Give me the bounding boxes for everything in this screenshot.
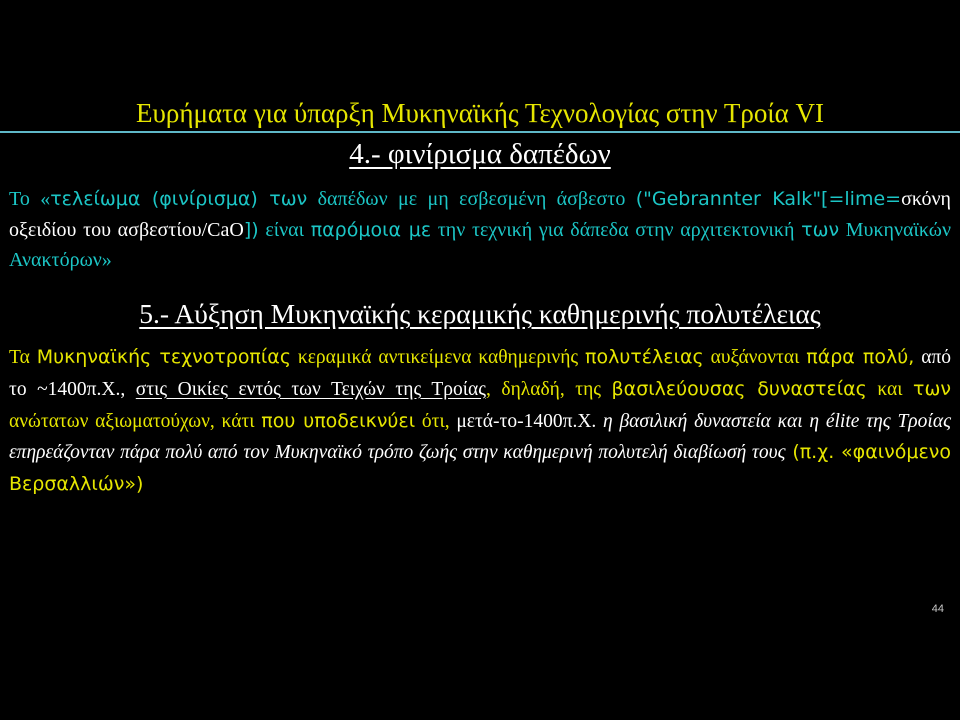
para1-seg: παρόμοια με xyxy=(310,218,432,241)
section-heading-5 xyxy=(0,296,960,332)
para2-seg: αυξάνονται xyxy=(703,347,807,368)
para2-seg: ανώτατων αξιωματούχων, κάτι xyxy=(9,410,262,432)
para1-seg: είναι xyxy=(258,218,311,241)
para1-seg: Το « xyxy=(9,188,51,210)
para1-seg: σκόνη οξειδίου του ασβεστίου/CaO xyxy=(9,188,951,241)
para2-seg: πάρα πολύ, xyxy=(806,346,915,368)
para2-seg: ότι, xyxy=(415,410,457,432)
para1-seg: Μυκηναϊκών Ανακτόρων» xyxy=(9,218,952,271)
para2-seg: των xyxy=(913,377,951,400)
section-heading-4 xyxy=(0,136,960,172)
para2-seg: πολυτέλειας xyxy=(585,346,704,368)
paragraph-floor-finishing xyxy=(9,184,951,276)
para2-seg: κεραμικά αντικείμενα καθημερινής xyxy=(290,347,586,368)
paragraph-mycenaean-ceramics xyxy=(9,342,951,501)
page-number: 44 xyxy=(931,603,944,615)
para2-seg: , δηλαδή, της xyxy=(485,378,612,400)
section-heading-4-text: 4.- φινίρισμα δαπέδων xyxy=(349,138,611,170)
para2-seg: Τα xyxy=(9,347,37,368)
title-divider xyxy=(0,131,960,133)
para1-seg: την τεχνική για δάπεδα στην αρχιτεκτονική xyxy=(431,218,802,241)
para1-seg: των xyxy=(801,218,840,241)
para1-seg: ]) xyxy=(243,218,259,241)
para2-seg: Μυκηναϊκής τεχνοτροπίας xyxy=(36,346,291,368)
para2-seg: από το ~1400π.Χ., xyxy=(9,347,952,400)
para2-seg: και xyxy=(866,378,914,400)
para1-seg: ("Gebrannter Kalk"[=lime= xyxy=(635,188,902,210)
para2-seg: που υποδεικνύει xyxy=(261,409,416,432)
para2-seg: μετά-το-1400π.Χ. xyxy=(456,410,604,432)
para2-seg-underlined: στις Οικίες εντός των Τειχών της Τροίας xyxy=(135,378,486,400)
para2-seg: (π.χ. «φαινόμενο Βερσαλλιών») xyxy=(9,441,951,496)
section-heading-5-text: 5.- Αύξηση Μυκηναϊκής κεραμικής καθημερινής πολυτέλειας xyxy=(139,298,821,329)
para2-seg: βασιλεύουσας δυναστείας xyxy=(611,377,867,400)
para1-seg: δαπέδων με μη εσβεσμένη άσβεστο xyxy=(307,188,636,210)
para2-seg-italic: η βασιλική δυναστεία και η élite της Τροίας επηρεάζονταν πάρα πολύ από τον Μυκηναϊκό τρόπο ζωής στην καθημερινή πολυτελή διαβίωσή τους xyxy=(9,410,951,464)
para1-seg: τελείωμα (φινίρισμα) των xyxy=(50,188,308,210)
slide-title: Ευρήματα για ύπαρξη Μυκηναϊκής Τεχνολογίας στην Τροία VI xyxy=(136,98,824,128)
